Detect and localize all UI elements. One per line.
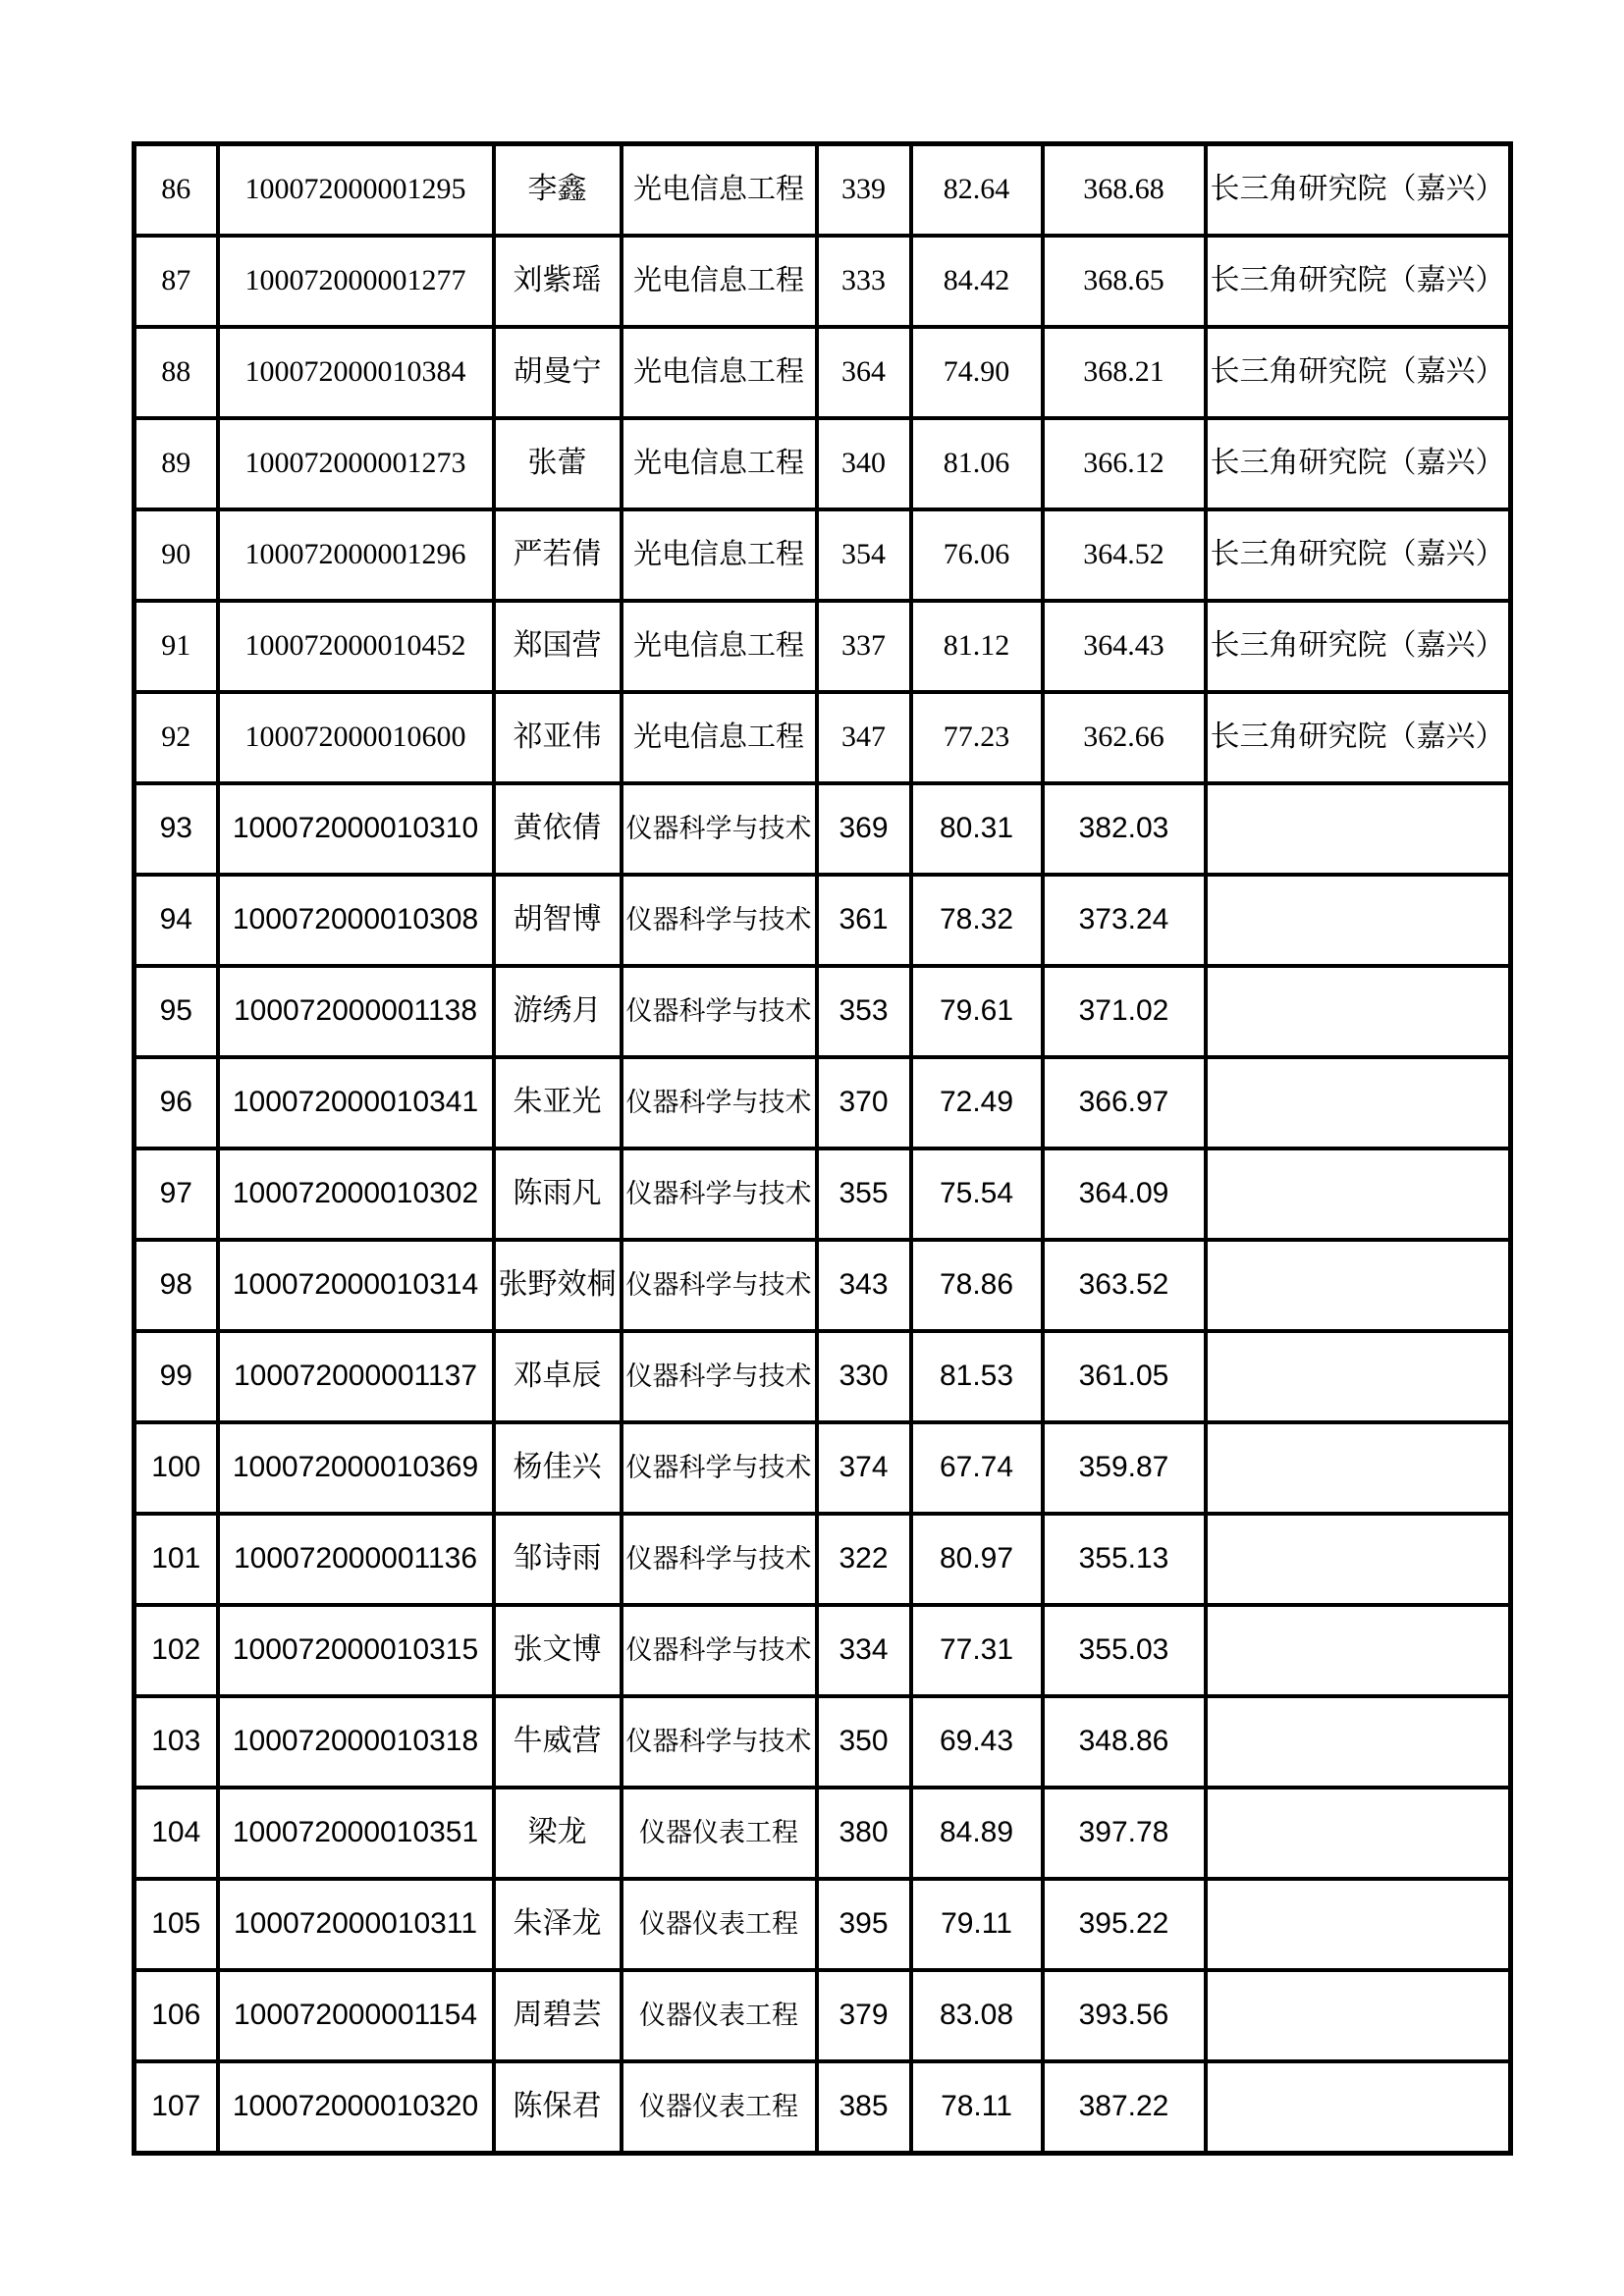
cell-candidate-id: 100072000010318 [218,1696,494,1788]
cell-name: 朱亚光 [494,1057,622,1148]
cell-major: 光电信息工程 [622,327,817,418]
cell-initial-score: 379 [817,1970,911,2061]
cell-total-score: 364.43 [1043,601,1206,692]
cell-retest-score: 74.90 [911,327,1043,418]
cell-name: 张野效桐 [494,1240,622,1331]
cell-total-score: 368.65 [1043,236,1206,327]
cell-rank: 89 [135,418,218,509]
cell-rank: 103 [135,1696,218,1788]
cell-name: 张文博 [494,1605,622,1696]
cell-retest-score: 81.53 [911,1331,1043,1422]
cell-major: 仪器科学与技术 [622,1331,817,1422]
cell-name: 牛威营 [494,1696,622,1788]
cell-name: 陈保君 [494,2061,622,2154]
cell-major: 光电信息工程 [622,692,817,783]
cell-retest-score: 79.11 [911,1879,1043,1970]
cell-note [1206,1970,1511,2061]
cell-retest-score: 77.23 [911,692,1043,783]
cell-total-score: 382.03 [1043,783,1206,875]
score-table-body [135,144,1511,2154]
cell-note [1206,1331,1511,1422]
cell-major: 仪器科学与技术 [622,1148,817,1240]
cell-major: 仪器科学与技术 [622,1422,817,1514]
cell-total-score: 373.24 [1043,875,1206,966]
table-row [135,144,1511,237]
cell-candidate-id: 100072000010315 [218,1605,494,1696]
table-row [135,1970,1511,2061]
table-row [135,1331,1511,1422]
cell-major: 光电信息工程 [622,601,817,692]
cell-candidate-id: 100072000010314 [218,1240,494,1331]
cell-candidate-id: 100072000010302 [218,1148,494,1240]
cell-major: 光电信息工程 [622,418,817,509]
cell-note [1206,1788,1511,1879]
cell-note [1206,1057,1511,1148]
cell-note [1206,1696,1511,1788]
cell-name: 李鑫 [494,144,622,237]
cell-retest-score: 84.42 [911,236,1043,327]
cell-initial-score: 353 [817,966,911,1057]
table-row [135,1057,1511,1148]
cell-candidate-id: 100072000010341 [218,1057,494,1148]
cell-rank: 88 [135,327,218,418]
cell-note [1206,1148,1511,1240]
cell-total-score: 366.12 [1043,418,1206,509]
cell-initial-score: 369 [817,783,911,875]
cell-major: 仪器科学与技术 [622,1514,817,1605]
cell-note [1206,1422,1511,1514]
cell-rank: 104 [135,1788,218,1879]
table-row [135,692,1511,783]
cell-candidate-id: 100072000001296 [218,509,494,601]
cell-total-score: 368.21 [1043,327,1206,418]
cell-rank: 93 [135,783,218,875]
cell-note [1206,2061,1511,2154]
cell-note [1206,966,1511,1057]
cell-initial-score: 395 [817,1879,911,1970]
cell-candidate-id: 100072000010311 [218,1879,494,1970]
cell-name: 周碧芸 [494,1970,622,2061]
cell-retest-score: 78.32 [911,875,1043,966]
cell-rank: 95 [135,966,218,1057]
cell-retest-score: 78.86 [911,1240,1043,1331]
cell-rank: 102 [135,1605,218,1696]
cell-candidate-id: 100072000010351 [218,1788,494,1879]
cell-name: 梁龙 [494,1788,622,1879]
cell-note [1206,783,1511,875]
table-row [135,2061,1511,2154]
table-row [135,1879,1511,1970]
cell-note: 长三角研究院（嘉兴） [1206,418,1511,509]
cell-rank: 98 [135,1240,218,1331]
cell-candidate-id: 100072000001138 [218,966,494,1057]
cell-total-score: 359.87 [1043,1422,1206,1514]
cell-major: 光电信息工程 [622,236,817,327]
cell-candidate-id: 100072000010310 [218,783,494,875]
table-row [135,1422,1511,1514]
cell-rank: 87 [135,236,218,327]
cell-retest-score: 83.08 [911,1970,1043,2061]
cell-retest-score: 69.43 [911,1696,1043,1788]
cell-total-score: 397.78 [1043,1788,1206,1879]
cell-rank: 90 [135,509,218,601]
cell-candidate-id: 100072000001273 [218,418,494,509]
cell-note [1206,1240,1511,1331]
cell-name: 黄依倩 [494,783,622,875]
cell-retest-score: 80.97 [911,1514,1043,1605]
cell-rank: 99 [135,1331,218,1422]
cell-major: 仪器科学与技术 [622,1696,817,1788]
cell-initial-score: 354 [817,509,911,601]
cell-rank: 101 [135,1514,218,1605]
cell-initial-score: 370 [817,1057,911,1148]
cell-retest-score: 67.74 [911,1422,1043,1514]
cell-note: 长三角研究院（嘉兴） [1206,692,1511,783]
cell-initial-score: 330 [817,1331,911,1422]
cell-total-score: 366.97 [1043,1057,1206,1148]
cell-major: 仪器仪表工程 [622,2061,817,2154]
cell-major: 仪器仪表工程 [622,1788,817,1879]
cell-major: 仪器科学与技术 [622,1240,817,1331]
cell-total-score: 387.22 [1043,2061,1206,2154]
cell-major: 光电信息工程 [622,144,817,237]
cell-note: 长三角研究院（嘉兴） [1206,144,1511,237]
cell-major: 仪器科学与技术 [622,1057,817,1148]
cell-total-score: 395.22 [1043,1879,1206,1970]
table-row [135,875,1511,966]
cell-candidate-id: 100072000010369 [218,1422,494,1514]
cell-name: 张蕾 [494,418,622,509]
cell-initial-score: 364 [817,327,911,418]
cell-initial-score: 374 [817,1422,911,1514]
cell-initial-score: 380 [817,1788,911,1879]
cell-rank: 107 [135,2061,218,2154]
cell-retest-score: 78.11 [911,2061,1043,2154]
cell-name: 郑国营 [494,601,622,692]
table-row [135,1514,1511,1605]
cell-note: 长三角研究院（嘉兴） [1206,601,1511,692]
cell-retest-score: 81.06 [911,418,1043,509]
cell-rank: 105 [135,1879,218,1970]
table-row [135,1605,1511,1696]
cell-major: 仪器仪表工程 [622,1879,817,1970]
cell-major: 仪器科学与技术 [622,783,817,875]
cell-name: 胡曼宁 [494,327,622,418]
cell-name: 严若倩 [494,509,622,601]
cell-retest-score: 77.31 [911,1605,1043,1696]
table-row [135,327,1511,418]
cell-total-score: 355.13 [1043,1514,1206,1605]
cell-candidate-id: 100072000001154 [218,1970,494,2061]
cell-note [1206,1879,1511,1970]
cell-candidate-id: 100072000010308 [218,875,494,966]
table-row [135,1148,1511,1240]
table-row [135,966,1511,1057]
table-row [135,1788,1511,1879]
cell-retest-score: 76.06 [911,509,1043,601]
cell-retest-score: 72.49 [911,1057,1043,1148]
cell-retest-score: 79.61 [911,966,1043,1057]
cell-total-score: 368.68 [1043,144,1206,237]
cell-major: 光电信息工程 [622,509,817,601]
cell-initial-score: 385 [817,2061,911,2154]
cell-initial-score: 322 [817,1514,911,1605]
cell-name: 邹诗雨 [494,1514,622,1605]
cell-total-score: 361.05 [1043,1331,1206,1422]
cell-name: 胡智博 [494,875,622,966]
cell-rank: 94 [135,875,218,966]
cell-name: 杨佳兴 [494,1422,622,1514]
cell-total-score: 393.56 [1043,1970,1206,2061]
table-row [135,783,1511,875]
cell-name: 邓卓辰 [494,1331,622,1422]
cell-rank: 86 [135,144,218,237]
cell-total-score: 355.03 [1043,1605,1206,1696]
cell-candidate-id: 100072000001295 [218,144,494,237]
cell-initial-score: 340 [817,418,911,509]
cell-initial-score: 334 [817,1605,911,1696]
cell-total-score: 362.66 [1043,692,1206,783]
table-row [135,236,1511,327]
cell-candidate-id: 100072000010452 [218,601,494,692]
table-row [135,509,1511,601]
cell-note: 长三角研究院（嘉兴） [1206,327,1511,418]
cell-major: 仪器科学与技术 [622,1605,817,1696]
cell-rank: 91 [135,601,218,692]
cell-name: 朱泽龙 [494,1879,622,1970]
table-row [135,1240,1511,1331]
cell-initial-score: 339 [817,144,911,237]
cell-rank: 92 [135,692,218,783]
cell-name: 刘紫瑶 [494,236,622,327]
admission-score-table [132,141,1513,2156]
cell-candidate-id: 100072000001136 [218,1514,494,1605]
cell-candidate-id: 100072000001137 [218,1331,494,1422]
cell-rank: 97 [135,1148,218,1240]
table-row [135,601,1511,692]
cell-retest-score: 81.12 [911,601,1043,692]
table-row [135,418,1511,509]
cell-retest-score: 84.89 [911,1788,1043,1879]
cell-initial-score: 350 [817,1696,911,1788]
cell-candidate-id: 100072000010600 [218,692,494,783]
cell-name: 祁亚伟 [494,692,622,783]
cell-note [1206,875,1511,966]
cell-rank: 96 [135,1057,218,1148]
cell-candidate-id: 100072000010320 [218,2061,494,2154]
cell-initial-score: 361 [817,875,911,966]
table-row [135,1696,1511,1788]
cell-note: 长三角研究院（嘉兴） [1206,509,1511,601]
cell-note [1206,1514,1511,1605]
cell-total-score: 364.09 [1043,1148,1206,1240]
cell-note: 长三角研究院（嘉兴） [1206,236,1511,327]
cell-initial-score: 343 [817,1240,911,1331]
cell-initial-score: 333 [817,236,911,327]
cell-total-score: 371.02 [1043,966,1206,1057]
cell-candidate-id: 100072000010384 [218,327,494,418]
cell-candidate-id: 100072000001277 [218,236,494,327]
cell-initial-score: 347 [817,692,911,783]
cell-note [1206,1605,1511,1696]
cell-initial-score: 337 [817,601,911,692]
cell-initial-score: 355 [817,1148,911,1240]
cell-total-score: 363.52 [1043,1240,1206,1331]
cell-retest-score: 82.64 [911,144,1043,237]
cell-major: 仪器仪表工程 [622,1970,817,2061]
cell-name: 游绣月 [494,966,622,1057]
cell-name: 陈雨凡 [494,1148,622,1240]
cell-total-score: 348.86 [1043,1696,1206,1788]
cell-major: 仪器科学与技术 [622,875,817,966]
cell-total-score: 364.52 [1043,509,1206,601]
cell-rank: 106 [135,1970,218,2061]
cell-rank: 100 [135,1422,218,1514]
cell-retest-score: 75.54 [911,1148,1043,1240]
cell-major: 仪器科学与技术 [622,966,817,1057]
cell-retest-score: 80.31 [911,783,1043,875]
